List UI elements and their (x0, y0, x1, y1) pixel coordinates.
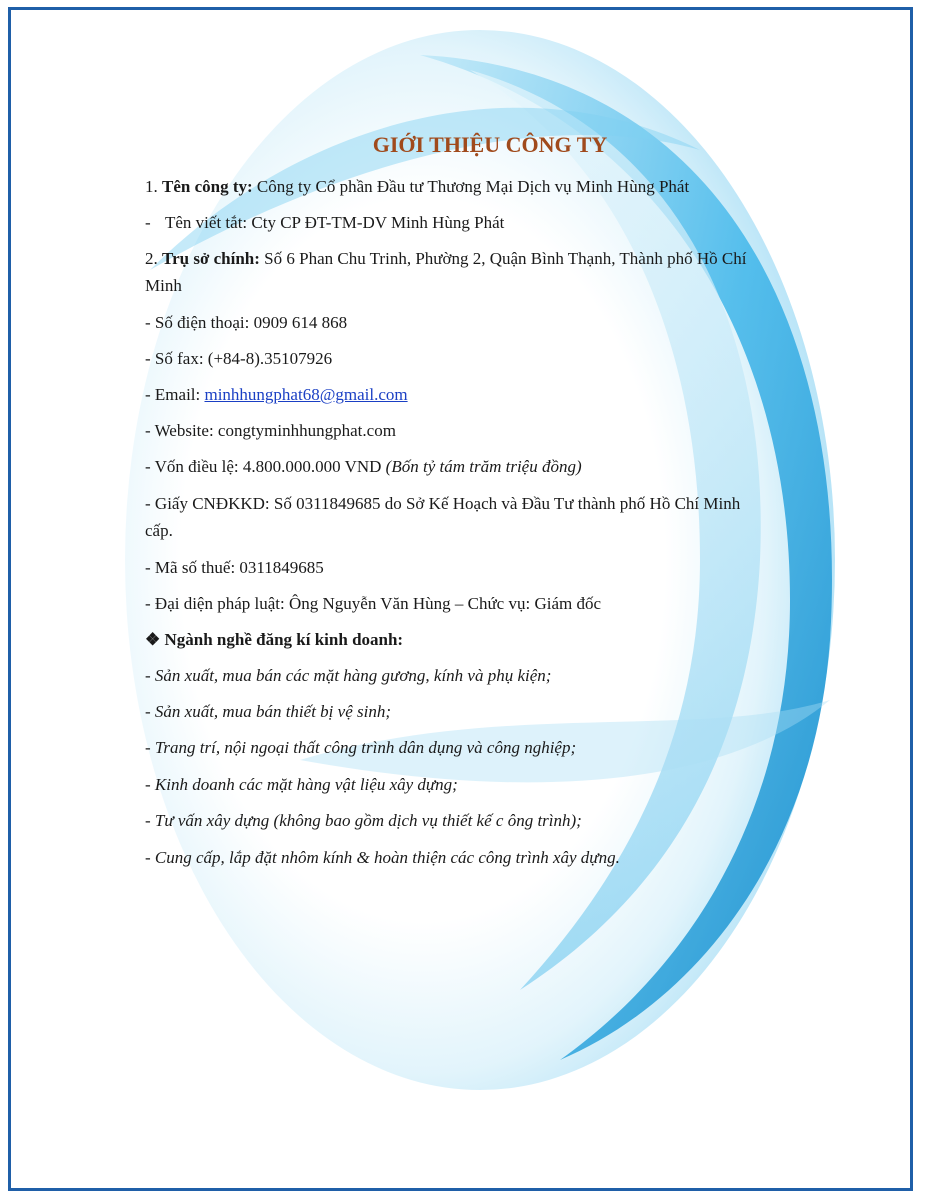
business-heading-label: Ngành nghề đăng kí kinh doanh: (164, 630, 404, 649)
headquarters-line-2: Minh (145, 276, 182, 295)
phone-line: - Số điện thoại: 0909 614 868 (145, 313, 348, 332)
dash-marker: - (145, 213, 151, 232)
email-line (145, 381, 865, 408)
capital-line (145, 453, 865, 480)
business-line-item: - Sản xuất, mua bán thiết bị vệ sinh; (145, 702, 391, 721)
license-line-2: cấp. (145, 521, 173, 540)
business-line-item: - Trang trí, nội ngoại thất công trình dân dụng và công nghiệp; (145, 738, 577, 757)
item-number: 1. (145, 177, 158, 196)
business-line-item: - Cung cấp, lắp đặt nhôm kính & hoàn thiện các công trình xây dựng. (145, 848, 620, 867)
license-line: - Giấy CNĐKKD: Số 0311849685 do Sở Kế Hoạch và Đầu Tư thành phố Hồ Chí Minh (145, 494, 741, 513)
fax-line: - Số fax: (+84-8).35107926 (145, 349, 333, 368)
item-number: 2. (145, 249, 158, 268)
email-link[interactable]: minhhungphat68@gmail.com (204, 385, 408, 404)
company-name-value: Công ty Cổ phần Đầu tư Thương Mại Dịch vụ Minh Hùng Phát (256, 177, 690, 196)
short-name-text: Tên viết tắt: Cty CP ĐT-TM-DV Minh Hùng Phát (165, 213, 505, 232)
business-line-item: - Sản xuất, mua bán các mặt hàng gương, kính và phụ kiện; (145, 666, 552, 685)
headquarters-label: Trụ sở chính: (162, 249, 260, 268)
capital-text: - Vốn điều lệ: 4.800.000.000 VND (145, 457, 382, 476)
short-name-line (145, 209, 865, 236)
capital-in-words: (Bốn tỷ tám trăm triệu đồng) (385, 457, 582, 476)
business-line-item: - Tư vấn xây dựng (không bao gồm dịch vụ thiết kế c ông trình); (145, 811, 582, 830)
page-title: GIỚI THIỆU CÔNG TY (372, 132, 608, 157)
business-line-item: - Kinh doanh các mặt hàng vật liệu xây dựng; (145, 775, 458, 794)
headquarters-value: Số 6 Phan Chu Trinh, Phường 2, Quận Bình Thạnh, Thành phố Hồ Chí (264, 249, 747, 268)
company-name-label: Tên công ty: (162, 177, 253, 196)
diamond-bullet-icon: ❖ (145, 630, 161, 649)
representative-line: - Đại diện pháp luật: Ông Nguyễn Văn Hùng – Chức vụ: Giám đốc (145, 594, 602, 613)
headquarters-line (145, 245, 865, 272)
tax-code-line: - Mã số thuế: 0311849685 (145, 558, 324, 577)
email-label: - Email: (145, 385, 201, 404)
company-name-line (145, 173, 865, 200)
website-line: - Website: congtyminhhungphat.com (145, 421, 396, 440)
business-heading (145, 626, 865, 653)
